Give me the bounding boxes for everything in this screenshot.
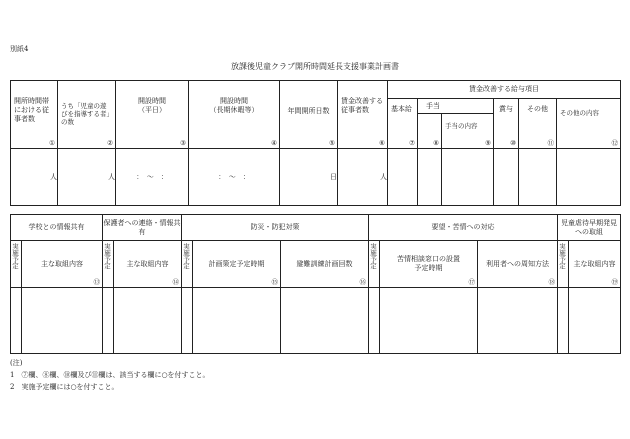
- header-annual-open-days: 年間開所日数 ⑤: [280, 81, 338, 149]
- header-other: その他 ⑪: [519, 99, 557, 149]
- document-title: 放課後児童クラブ開所時間延長支援事業計画書: [231, 62, 399, 71]
- value-planned-15[interactable]: [182, 288, 193, 354]
- value-planned-14[interactable]: [103, 288, 114, 354]
- header-main-activities-13: 主な取組内容 ⑬: [22, 241, 103, 288]
- value-allowance-details[interactable]: [442, 149, 494, 206]
- header-hours-weekday: 開設時間 （平日） ③: [116, 81, 189, 149]
- value-planned-17[interactable]: [369, 288, 380, 354]
- header-plan-timing: 計画策定予定時期 ⑮: [193, 241, 281, 288]
- group-requests-complaints: 要望・苦情への対応: [369, 215, 558, 241]
- value-main-activities-14[interactable]: [114, 288, 182, 354]
- header-user-notice-method: 利用者への周知方法 ⑱: [478, 241, 558, 288]
- plan-table-2: [10, 214, 621, 354]
- header-planned-14: 実施予定: [103, 241, 114, 288]
- header-other-details: その他の内容 ⑫: [557, 99, 621, 149]
- group-parent-communication: 保護者への連絡・情報共有: [103, 215, 182, 241]
- header-allowance: 手当: [418, 99, 494, 114]
- group-school-info-sharing: 学校との情報共有: [11, 215, 103, 241]
- value-play-instructor-count[interactable]: 人: [58, 149, 116, 206]
- value-main-activities-13[interactable]: [22, 288, 103, 354]
- group-child-abuse-detection: 児童虐待早期発見への取組: [558, 215, 621, 241]
- value-annual-open-days[interactable]: 日: [280, 149, 338, 206]
- note-1: 1 ⑦欄、⑧欄、⑩欄及び⑪欄は、該当する欄に○を付すこと。: [10, 371, 210, 379]
- value-plan-timing[interactable]: [193, 288, 281, 354]
- header-bonus: 賞与 ⑩: [494, 99, 519, 149]
- header-evacuation-drill-count: 避難訓練計画回数 ⑯: [281, 241, 369, 288]
- value-wage-improved-staff[interactable]: 人: [338, 149, 388, 206]
- header-main-activities-19: 主な取組内容 ⑲: [569, 241, 621, 288]
- value-base-salary[interactable]: [388, 149, 418, 206]
- value-evacuation-drill-count[interactable]: [281, 288, 369, 354]
- value-planned-13[interactable]: [11, 288, 22, 354]
- note-2: 2 実施予定欄には○を付すこと。: [10, 383, 119, 391]
- notes-heading: (注): [10, 359, 23, 367]
- header-complaint-desk-timing: 苦情相談窓口の設置予定時期 ⑰: [380, 241, 478, 288]
- header-planned-17: 実施予定: [369, 241, 380, 288]
- plan-table-1: [10, 80, 621, 206]
- value-complaint-desk-timing[interactable]: [380, 288, 478, 354]
- header-planned-19: 実施予定: [558, 241, 569, 288]
- header-play-instructor-count: うち「児童の遊びを指導する者」の数 ②: [58, 81, 116, 149]
- header-allowance-number: ⑧: [418, 114, 442, 149]
- value-hours-long-vacation[interactable]: ： ～ ：: [189, 149, 280, 206]
- header-wage-items-group: 賃金改善する給与項目: [388, 81, 621, 99]
- header-base-salary: 基本給 ⑦: [388, 99, 418, 149]
- value-hours-weekday[interactable]: ： ～ ：: [116, 149, 189, 206]
- header-main-activities-14: 主な取組内容 ⑭: [114, 241, 182, 288]
- header-hours-long-vacation: 開設時間 （長期休暇等） ④: [189, 81, 280, 149]
- value-allowance[interactable]: [418, 149, 442, 206]
- header-planned-15: 実施予定: [182, 241, 193, 288]
- header-planned-13: 実施予定: [11, 241, 22, 288]
- value-main-activities-19[interactable]: [569, 288, 621, 354]
- value-staff-count[interactable]: 人: [11, 149, 58, 206]
- header-allowance-details: 手当の内容 ⑨: [442, 114, 494, 149]
- header-wage-improved-staff: 賃金改善する従事者数 ⑥: [338, 81, 388, 149]
- value-other-details[interactable]: [557, 149, 621, 206]
- attachment-label: 別紙4: [10, 45, 29, 53]
- group-disaster-crime-prevention: 防災・防犯対策: [182, 215, 369, 241]
- value-planned-19[interactable]: [558, 288, 569, 354]
- header-staff-count: 開所時間帯における従事者数 ①: [11, 81, 58, 149]
- value-bonus[interactable]: [494, 149, 519, 206]
- value-other[interactable]: [519, 149, 557, 206]
- notes: [10, 357, 210, 393]
- value-user-notice-method[interactable]: [478, 288, 558, 354]
